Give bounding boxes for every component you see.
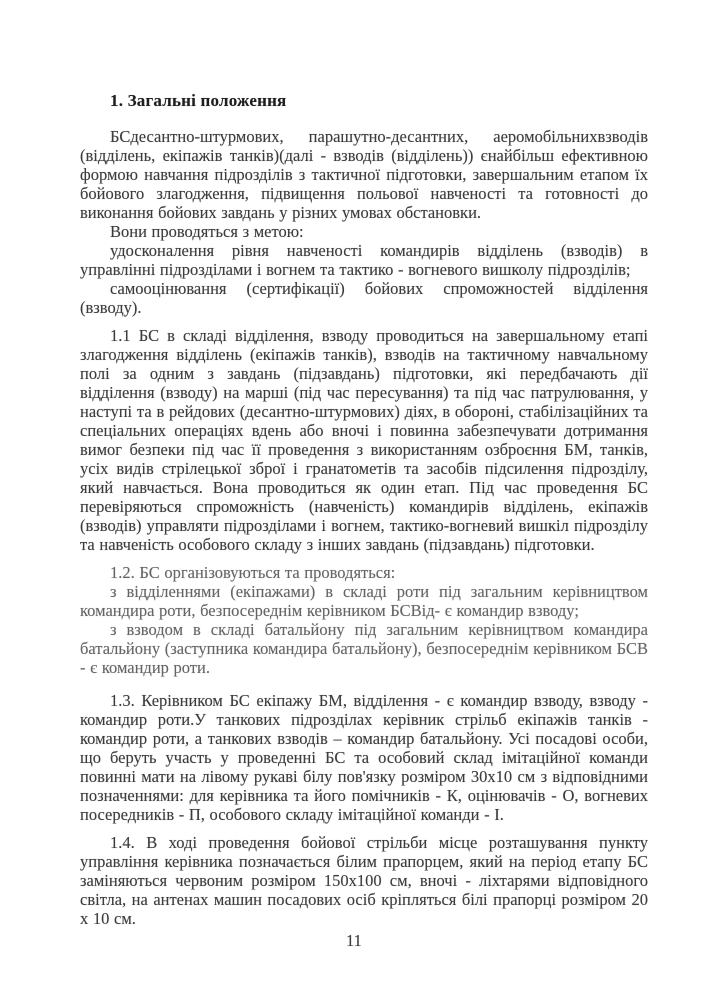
paragraph-1-2-item-platoon: з взводом в складі батальйону під загальним керівництвом командира батальйону (заступника командира батальйону), безпосереднім керівником БСВ - є командир роти. (80, 620, 648, 677)
page-number: 11 (346, 931, 362, 950)
paragraph-purpose-certification: самооцінювання (сертифікації) бойових спроможностей відділення (взводу). (80, 279, 648, 317)
section-heading: 1. Загальні положення (110, 91, 287, 110)
paragraph-1-4: 1.4. В ході проведення бойової стрільби місце розташування пункту управління керівника позначається білим прапорцем, який на період етапу БС заміняються червоним розміром 150х100 см, вночі - ліхтарями відповідного світла, на антенах машин посадових осіб кріпляться білі прапорці розміром 20 х 10 см. (80, 833, 648, 928)
page-content (80, 91, 648, 928)
paragraph-purpose-training: удосконалення рівня навченості командирів відділень (взводів) в управлінні підрозділами і вогнем та тактико - вогневого вишколу підрозділів; (80, 241, 648, 279)
paragraph-intro: БСдесантно-штурмових, парашутно-десантних, аеромобільнихвзводів (відділень, екіпажів танків)(далі - взводів (відділень)) єнайбільш ефективною формою навчання підрозділів з тактичної підготовки, завершальним етапом їх бойового злагодження, підвищення польової навченості та готовності до виконання бойових завдань у різних умовах обстановки. (80, 127, 648, 222)
paragraph-1-2-lead: 1.2. БС організовуються та проводяться: (110, 563, 396, 582)
paragraph-1-2-item-squad: з відділеннями (екіпажами) в складі роти під загальним керівництвом командира роти, безпосереднім керівником БСВід- є командир взводу; (80, 582, 648, 620)
paragraph-purpose-lead: Вони проводяться з метою: (110, 222, 304, 241)
paragraph-1-1: 1.1 БС в складі відділення, взводу проводиться на завершальному етапі злагодження відділень (екіпажів танків), взводів на тактичному навчальному полі за одним з завдань (підзавдань) підготовки, які передбачають дії відділення (взводу) на марші (під час пересування) та під час патрулювання, у наступі та в рейдових (десантно-штурмових) діях, в обороні, стабілізаційних та спеціальних операціях вдень або вночі і повинна забезпечувати дотримання вимог безпеки під час її проведення з використанням озброєння БМ, танків, усіх видів стрілецької зброї і гранатометів та засобів підсилення підрозділу, який навчається. Вона проводиться як один етап. Під час проведення БС перевіряються спроможність (навченість) командирів відділень, екіпажів (взводів) управляти підрозділами і вогнем, тактико-вогневий вишкіл підрозділу та навченість особового складу з інших завдань (підзавдань) підготовки. (80, 326, 648, 554)
paragraph-1-3: 1.3. Керівником БС екіпажу БМ, відділення - є командир взводу, взводу - командир роти.У танкових підрозділах керівник стрільб екіпажів танків - командир роти, а танкових взводів – командир батальйону. Усі посадові особи, що беруть участь у проведенні БС та особовий склад імітаційної команди повинні мати на лівому рукаві білу пов'язку розміром 30х10 см з відповідними позначеннями: для керівника та його помічників - К, оцінювачів - О, вогневих посередників - П, особового складу імітаційної команди - І. (80, 691, 648, 824)
